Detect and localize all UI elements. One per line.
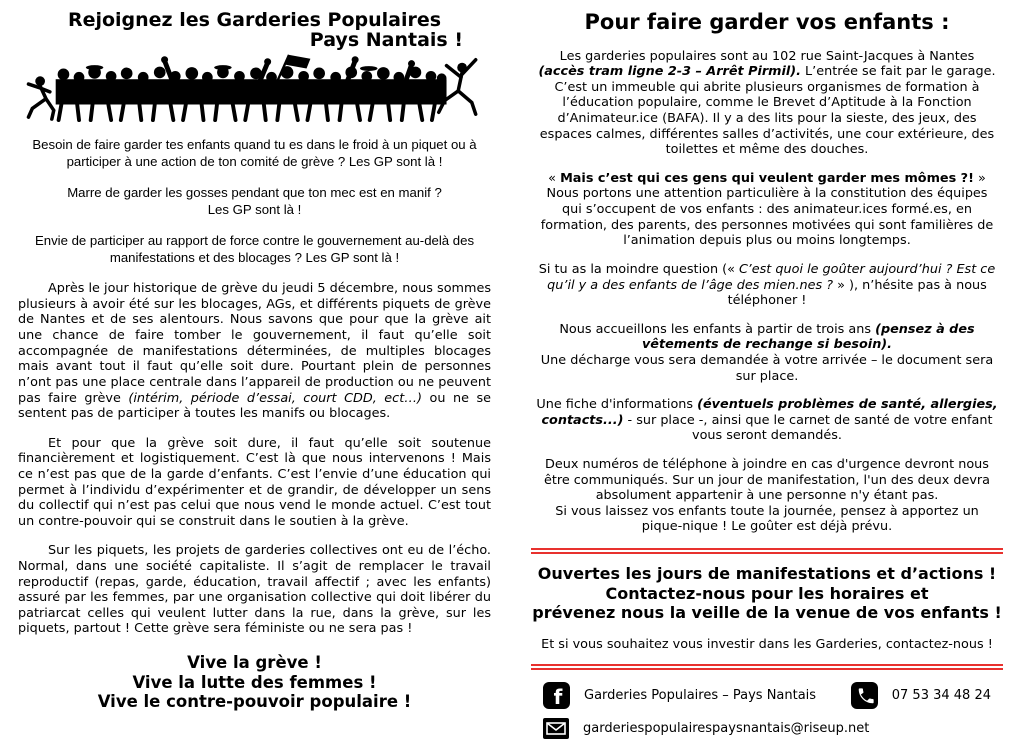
left-intro-section (18, 137, 491, 266)
left-title (18, 10, 491, 50)
info-paragraph: « Mais c’est qui ces gens qui veulent garder mes mômes ?! » Nous portons une attention particulière à la constitution des équipes qui s’occupent de vos enfants : des animateur.ices formé.es, en formation, des parents, des personnes motivées qui sont familières de l’animation depuis plus ou moins longtemps. (540, 170, 994, 249)
body-paragraph: Sur les piquets, les projets de garderies collectives ont eu de l’écho. Normal, dans une société capitaliste. Il s’agit de remplacer le travail reproductif (repas, garde, éducation, travail affectif ; avec les enfants) assuré par les femmes, par une organisation collective qui doit libérer du patriarcat celles qui veulent lutter dans la rue, dans la grève, sur les piquets, partout ! Cette grève sera féministe ou ne sera pas ! (18, 543, 491, 637)
contact-footer (531, 682, 1003, 739)
banner-note: Et si vous souhaitez vous investir dans les Garderies, contactez-nous ! (541, 636, 993, 652)
right-title: Pour faire garder vos enfants : (584, 10, 950, 34)
facebook-label: Garderies Populaires – Pays Nantais (584, 687, 817, 703)
phone-contact (851, 682, 991, 709)
red-divider-bottom (531, 664, 1003, 670)
right-column (511, 0, 1023, 736)
email-address: garderiespopulairespaysnantais@riseup.net (583, 720, 870, 736)
left-title-line1: Rejoignez les Garderies Populaires (67, 9, 442, 31)
info-paragraph: Les garderies populaires sont au 102 rue Saint-Jacques à Nantes (accès tram ligne 2-3 – Arrêt Pirmil). L’entrée se fait par le garage. C’est un immeuble qui abrite plusieurs organismes de formation à l’éducation populaire, comme le Brevet d’Aptitude à la Fonction d’Animateur.ice (BAFA). Il y a des lits pour la sieste, des jeux, des espaces calmes, différentes salles d’activités, une cour extérieure, des toilettes et même des douches. (538, 48, 996, 158)
intro-paragraph: Marre de garder les gosses pendant que ton mec est en manif ? Les GP sont là ! (67, 185, 442, 217)
protest-crowd-silhouette-image (21, 52, 489, 122)
opening-hours-banner (531, 564, 1003, 623)
left-body-section (18, 281, 491, 637)
left-column (0, 0, 511, 715)
left-title-line2: Pays Nantais ! (309, 29, 463, 52)
info-paragraph: Deux numéros de téléphone à joindre en cas d'urgence devront nous être communiqués. Sur un jour de manifestation, l'un des deux devra absolument appartenir à une personne n'y étant pas. Si vous laissez vos enfants toute la journée, pensez à apportez un pique-nique ! Le goûter est déjà prévu. (543, 457, 991, 535)
phone-icon (851, 682, 878, 709)
svg-text:f: f (553, 685, 563, 710)
facebook-contact (543, 682, 816, 709)
body-paragraph: Après le jour historique de grève du jeudi 5 décembre, nous sommes plusieurs à avoir été sur les blocages, AGs, et différents piquets de grève de Nantes et de ses alentours. Nous savons que pour que la grève ait une chance de faire tomber le gouvernement, il faut qu’elle soit accompagnée de manifestations déterminées, de multiples blocages mais avant tout il faut qu’elle soit dure. Pourtant plein de personnes n’ont pas une place centrale dans l’appareil de production ou ne peuvent pas faire grève (intérim, période d’essai, court CDD, ect…) ou ne se sentent pas de participer à toutes les manifs ou blocages. (18, 281, 492, 422)
banner-line: Ouvertes les jours de manifestations et d’actions ! (537, 564, 997, 584)
body-paragraph: Et pour que la grève soit dure, il faut qu’elle soit soutenue financièrement et logistiquement. C’est là que nous intervenons ! Mais ce n’est pas que de la garde d’enfants. C’est l’envie d’une éducation qui permet à l’individu d’expérimenter et de grandir, de développer un sens du collectif qui n’est pas celui que nous vend le monde actuel. C’est tout un contre-pouvoir qui se construit dans le soutien à la grève. (18, 435, 491, 529)
info-paragraph: Si tu as la moindre question (« C’est quoi le goûter aujourd’hui ? Est ce qu’il y a des enfants de l’âge des mien.nes ? » ), n’hésite pas à nous téléphoner ! (538, 261, 996, 309)
email-contact (543, 718, 869, 739)
mail-icon (543, 718, 569, 739)
red-divider-top (531, 548, 1003, 554)
facebook-icon (543, 682, 570, 709)
banner-line: Contactez-nous pour les horaires et (605, 583, 929, 603)
info-paragraph: Nous accueillons les enfants à partir de trois ans (pensez à des vêtements de rechange si besoin). Une décharge vous sera demandée à votre arrivée – le document sera sur place. (540, 321, 994, 384)
slogan-line: Vive la lutte des femmes ! (132, 672, 377, 692)
intro-paragraph: Besoin de faire garder tes enfants quand tu es dans le froid à un piquet ou à participer à une action de ton comité de grève ? Les GP sont là ! (32, 137, 477, 169)
slogan-line: Vive la grève ! (187, 653, 322, 673)
intro-paragraph: Envie de participer au rapport de force contre le gouvernement au-delà des manifestations et des blocages ? Les GP sont là ! (34, 233, 475, 265)
info-paragraph: Une fiche d'informations (éventuels problèmes de santé, allergies, contacts...) - sur place -, ainsi que le carnet de santé de votre enfant vous seront demandés. (536, 397, 998, 444)
phone-number: 07 53 34 48 24 (891, 687, 991, 703)
right-info-section (531, 49, 1003, 535)
banner-line: prévenez nous la veille de la venue de vos enfants ! (532, 603, 1002, 623)
slogan-line: Vive le contre-pouvoir populaire ! (97, 691, 412, 711)
slogans-block (18, 653, 491, 711)
